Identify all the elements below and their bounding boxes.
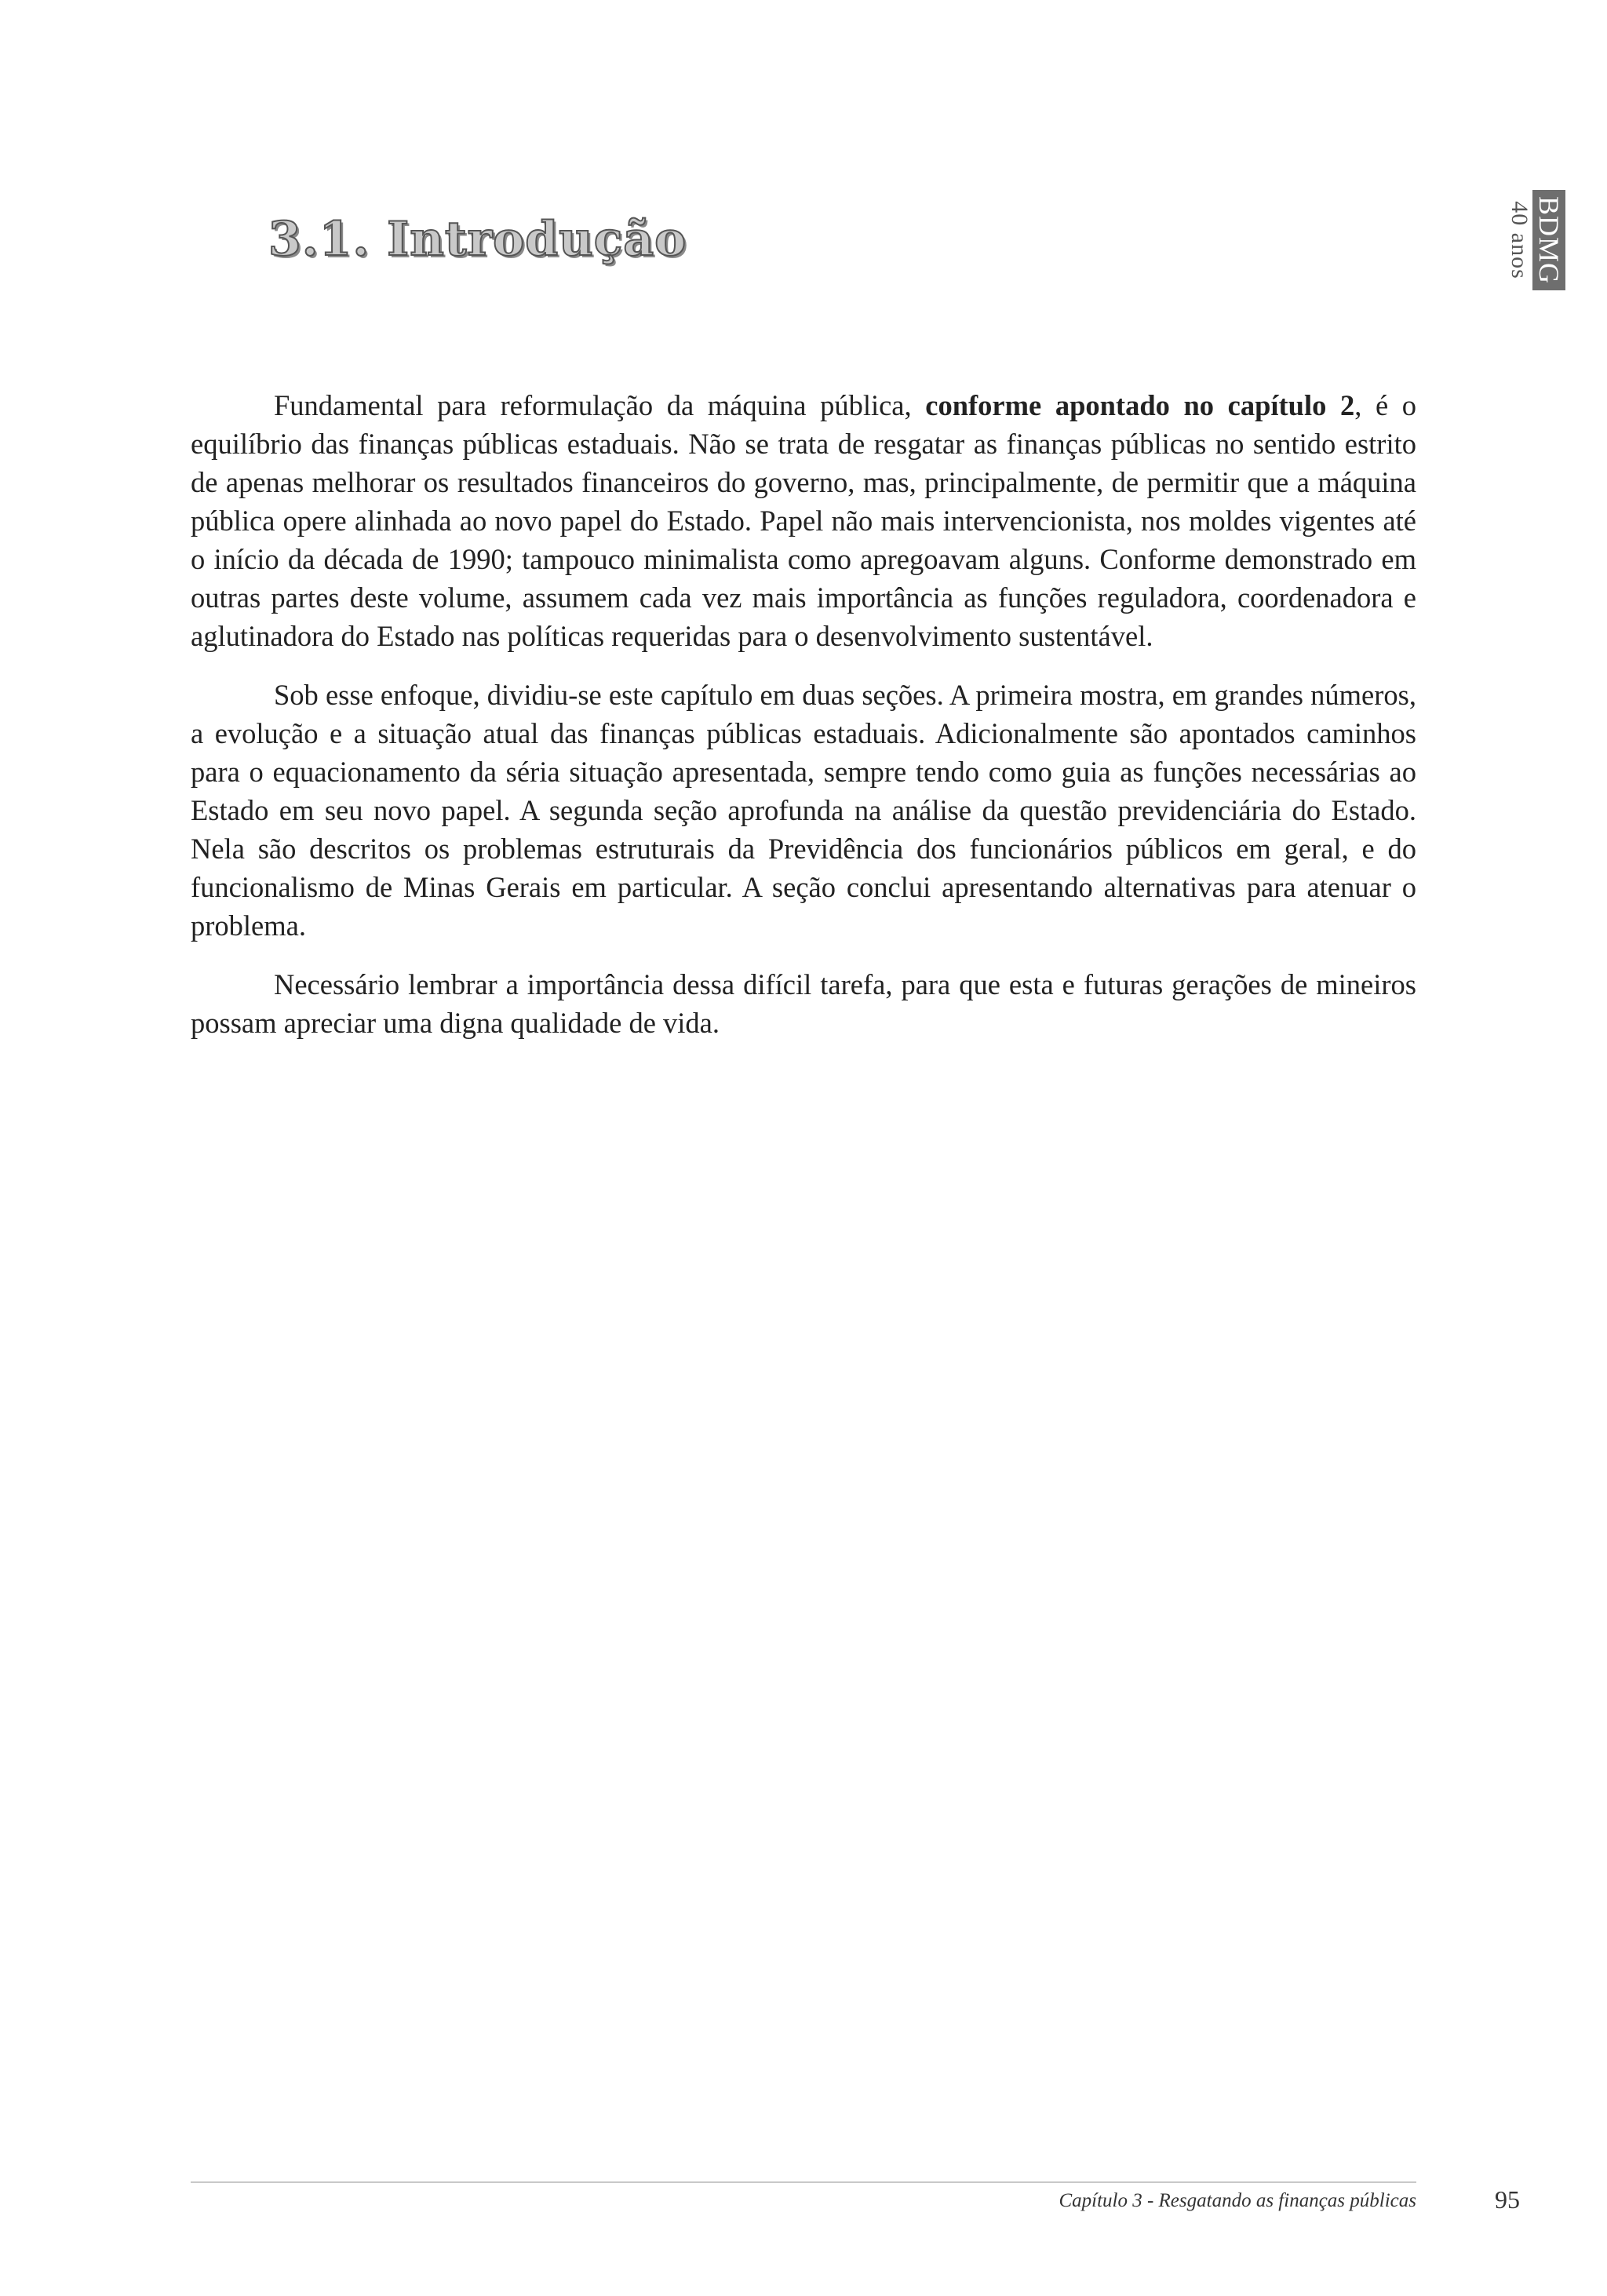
paragraph-1-bold: conforme apontado no capítulo 2: [925, 389, 1355, 421]
brand-label: BDMG: [1532, 190, 1565, 290]
paragraph-1-rest: , é o equilíbrio das finanças públicas estaduais. Não se trata de resgatar as finanças públicas no sentido estrito de apenas melhorar os resultados financeiros do governo, mas, principalmente, de permitir que a máquina pública opere alinhada ao novo papel do Estado. Papel não mais intervencionista, nos moldes vigentes até o início da década de 1990; tampouco minimalista como apregoavam alguns. Conforme demonstrado em outras partes deste volume, assumem cada vez mais importância as funções reguladora, coordenadora e aglutinadora do Estado nas políticas requeridas para o desenvolvimento sustentável.: [191, 389, 1416, 652]
page-number: 95: [1495, 2185, 1520, 2214]
body-text: [191, 386, 1416, 1062]
footer-caption: Capítulo 3 - Resgatando as finanças públicas: [1059, 2190, 1416, 2211]
side-tab: [1503, 190, 1565, 290]
footer-divider: [191, 2181, 1416, 2183]
section-title: 3.1. Introdução: [268, 212, 687, 267]
paragraph-1-start: Fundamental para reformulação da máquina pública,: [274, 389, 926, 421]
paragraph-3: Necessário lembrar a importância dessa difícil tarefa, para que esta e futuras gerações de mineiros possam apreciar uma digna qualidade de vida.: [191, 968, 1416, 1039]
paragraph-2: Sob esse enfoque, dividiu-se este capítulo em duas seções. A primeira mostra, em grandes números, a evolução e a situação atual das finanças públicas estaduais. Adicionalmente são apontados caminhos para o equacionamento da séria situação apresentada, sempre tendo como guia as funções necessárias ao Estado em seu novo papel. A segunda seção aprofunda na análise da questão previdenciária do Estado. Nela são descritos os problemas estruturais da Previdência dos funcionários públicos em geral, e do funcionalismo de Minas Gerais em particular. A seção conclui apresentando alternativas para atenuar o problema.: [191, 679, 1416, 942]
paragraph-1: [191, 386, 1416, 655]
brand-subtitle: 40 anos: [1507, 201, 1532, 279]
